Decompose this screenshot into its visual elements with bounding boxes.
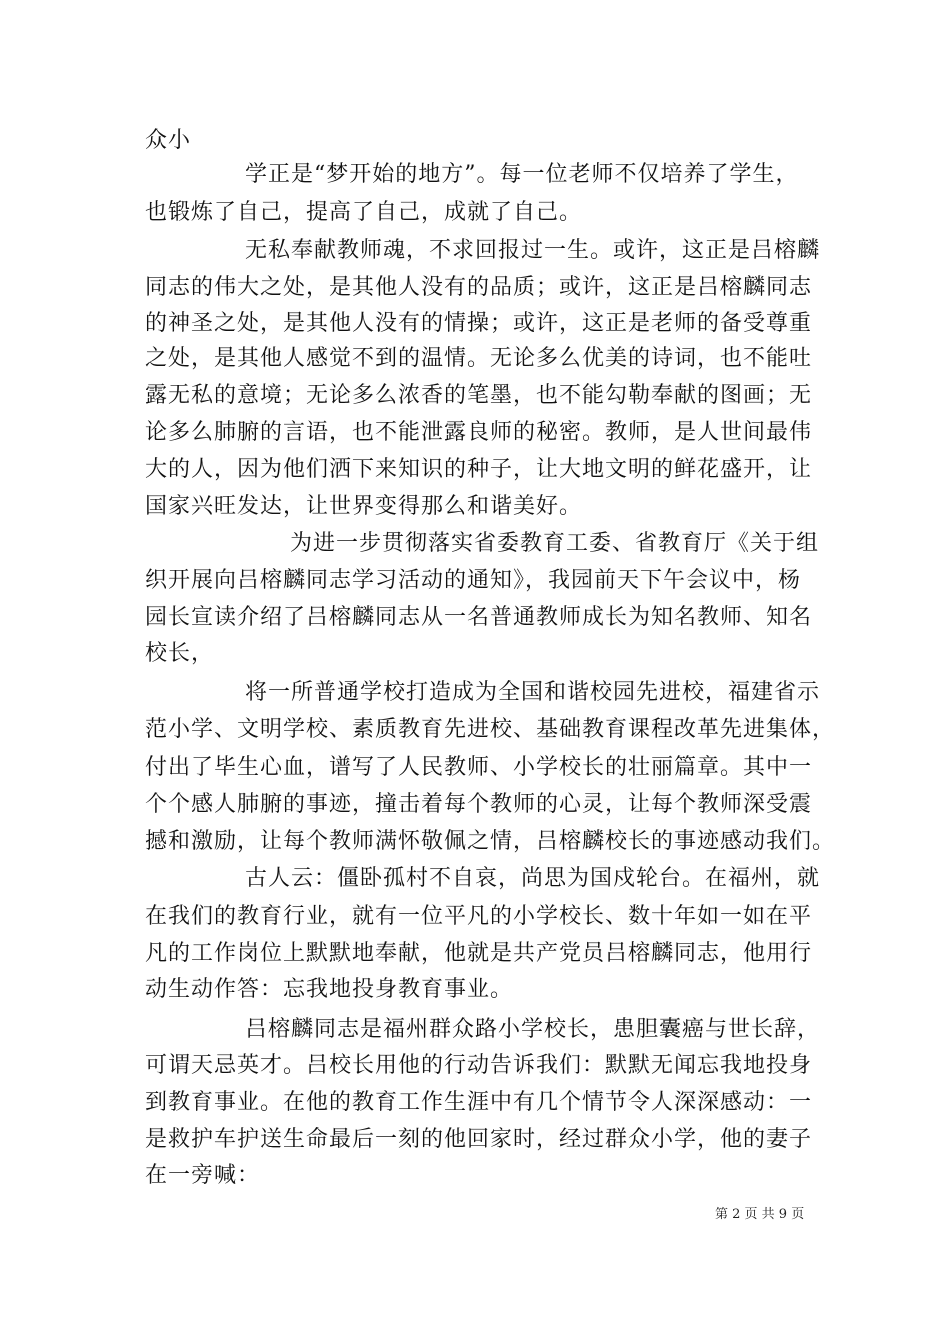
page-number: 第 2 页 共 9 页: [715, 1207, 805, 1222]
text-line: 在一旁喊：: [145, 1163, 261, 1188]
text-line: 之处，是其他人感觉不到的温情。无论多么优美的诗词，也不能吐: [145, 346, 813, 371]
text-line: 古人云：僵卧孤村不自哀，尚思为国戍轮台。在福州，就: [245, 866, 821, 891]
text-line: 大的人，因为他们洒下来知识的种子，让大地文明的鲜花盛开，让: [145, 457, 813, 482]
text-line: 织开展向吕榕麟同志学习活动的通知》，我园前天下午会议中，杨: [145, 568, 802, 593]
text-line: 论多么肺腑的言语，也不能泄露良师的秘密。教师，是人世间最伟: [145, 420, 813, 445]
text-line: 众小: [145, 128, 192, 153]
text-line: 同志的伟大之处，是其他人没有的品质；或许，这正是吕榕麟同志: [145, 275, 813, 300]
text-line: 凡的工作岗位上默默地奉献，他就是共产党员吕榕麟同志，他用行: [145, 941, 813, 966]
text-line: 吕榕麟同志是福州群众路小学校长，患胆囊癌与世长辞，: [245, 1017, 821, 1042]
text-line: 个个感人肺腑的事迹，撞击着每个教师的心灵，让每个教师深受震: [145, 792, 813, 817]
text-line: 范小学、文明学校、素质教育先进校、基础教育课程改革先进集体，: [145, 717, 836, 742]
text-line: 无私奉献教师魂，不求回报过一生。或许，这正是吕榕麟: [245, 238, 821, 263]
text-line: 园长宣读介绍了吕榕麟同志从一名普通教师成长为知名教师、知名: [145, 605, 813, 630]
text-line: 露无私的意境；无论多么浓香的笔墨，也不能勾勒奉献的图画；无: [145, 383, 813, 408]
text-line: 付出了毕生心血，谱写了人民教师、小学校长的壮丽篇章。其中一: [145, 755, 813, 780]
text-line: 将一所普通学校打造成为全国和谐校园先进校，福建省示: [245, 680, 821, 705]
text-line: 国家兴旺发达，让世界变得那么和谐美好。: [145, 494, 583, 519]
text-line: 到教育事业。在他的教育工作生涯中有几个情节令人深深感动：一: [145, 1090, 813, 1115]
text-line: 可谓天忌英才。吕校长用他的行动告诉我们：默默无闻忘我地投身: [145, 1053, 813, 1078]
text-line: 在我们的教育行业，就有一位平凡的小学校长、数十年如一如在平: [145, 904, 813, 929]
text-line: 是救护车护送生命最后一刻的他回家时，经过群众小学，他的妻子: [145, 1127, 813, 1152]
text-line: 学正是“梦开始的地方”。每一位老师不仅培养了学生，: [245, 162, 799, 187]
text-line: 为进一步贯彻落实省委教育工委、省教育厅《关于组: [290, 531, 820, 556]
text-line: 动生动作答：忘我地投身教育事业。: [145, 977, 514, 1002]
text-line: 的神圣之处，是其他人没有的情操；或许，这正是老师的备受尊重: [145, 311, 813, 336]
text-line: 也锻炼了自己，提高了自己，成就了自己。: [145, 200, 583, 225]
text-line: 校长，: [145, 641, 215, 666]
text-line: 撼和激励，让每个教师满怀敬佩之情，吕榕麟校长的事迹感动我们。: [145, 829, 836, 854]
